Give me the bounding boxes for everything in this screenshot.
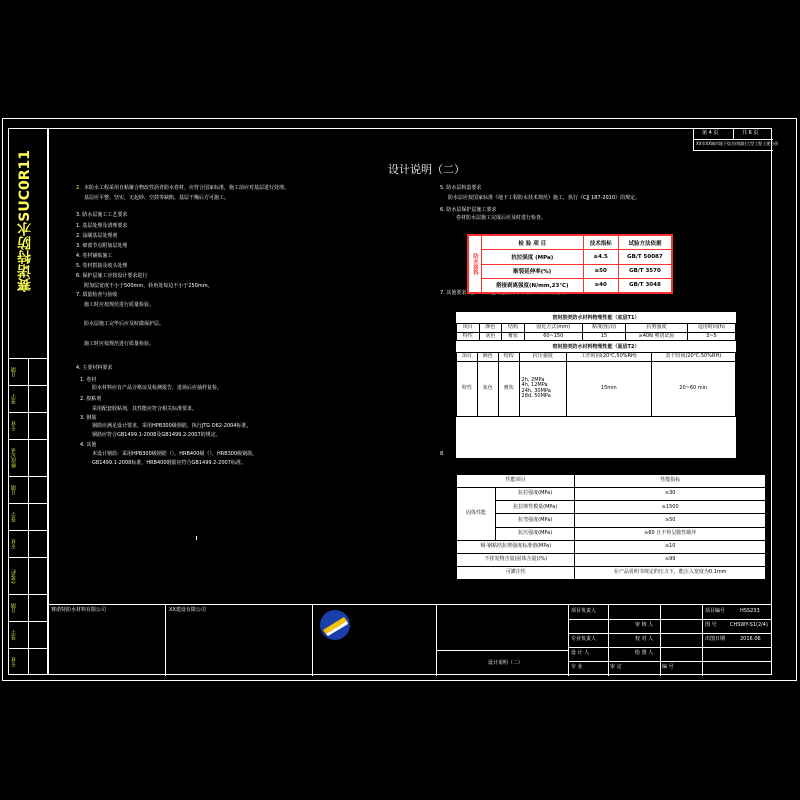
red-r3c2: ≥40	[583, 278, 618, 292]
perf-x-val: ≥99	[575, 553, 766, 566]
red-r2c2: ≥50	[583, 264, 618, 278]
sub-2: 2. 胶粘剂	[80, 396, 102, 402]
strip-cell: 专业	[8, 648, 48, 675]
note-c-2: 施工时应按规范进行质量检验。	[84, 341, 155, 347]
t1-h: 抗剪强度	[626, 324, 687, 333]
t2-c: 特性	[457, 361, 478, 416]
tb-label: 编 号	[662, 664, 674, 670]
sub-2-text: 采用配套胶粘剂，其性能应符合相关标准要求。	[92, 406, 198, 412]
note-c: 防水层施工完毕后应及时做保护层。	[84, 321, 165, 327]
strip-cell: 会签栏	[8, 557, 48, 594]
para-2-text: 本防水工程采用自粘聚合物改性沥青防水卷材，应符合国家标准，施工前应对基层进行处理。	[84, 185, 290, 191]
t2-c: 20~60 min	[651, 361, 735, 416]
tb-label: 设 计 人	[571, 650, 590, 656]
tb-label: 专业负责人	[571, 636, 597, 642]
perf-r-label: 抗拉强度(MPa)	[496, 488, 575, 501]
item-2: 2. 涂刷基层处理剂	[76, 233, 118, 239]
date-value: 2016.06	[740, 636, 761, 642]
s6-text: 卷材防水层施工完成后应及时进行检查。	[456, 215, 547, 221]
red-h3: 试验方法依据	[618, 236, 671, 250]
red-r2c1: 断裂延伸率(%)	[482, 264, 584, 278]
org-2: XX建设有限公司	[169, 607, 206, 613]
note-a: 附加层宽度不小于500mm，转角处每边不小于250mm。	[84, 283, 213, 289]
item-1: 1. 基层处理及清理要求	[76, 223, 128, 229]
perf-r-val: ≥30	[575, 488, 766, 501]
t1-c: ≥40N 剪切试验	[626, 332, 687, 341]
perf-r-val: ≥60 且不得呈脆性破坏	[575, 527, 766, 540]
t2-strength: 28d, 50MPa	[521, 393, 551, 399]
item-4: 4. 卷材铺贴施工	[76, 253, 113, 259]
sheet-label: 第 4 页	[702, 130, 719, 136]
t2-c: 15min	[567, 361, 651, 416]
red-h1: 检 验 项 目	[482, 236, 584, 250]
drawing-name: 设计说明（二）	[488, 660, 524, 666]
strip-cell: 修改记录	[8, 439, 48, 476]
tb-label: 审 核 人	[635, 622, 654, 628]
perf-r-val: ≥1500	[575, 501, 766, 514]
drawing-no-value: CHSWY-S1(2/4)	[730, 622, 768, 628]
t2-h: 颜色	[477, 353, 498, 362]
project-name-top: XX市XX城市地下综合(线路)大型工程土建分项	[696, 141, 779, 146]
red-r2c3: GB/T 3570	[618, 264, 671, 278]
strip-cell: 专业	[8, 412, 48, 439]
sheet-total: 共 6 页	[742, 130, 759, 136]
red-r3c3: GB/T 3048	[618, 278, 671, 292]
sheet-number-box	[693, 128, 779, 151]
t1-table	[456, 323, 736, 341]
t2-h: 工作时间(20℃,50%RH)	[567, 353, 651, 362]
note-b: 施工时应按规范进行质量检验。	[84, 302, 155, 308]
t1-h: 粘度(厘泊)	[582, 324, 625, 333]
t2-c: 膏状	[498, 361, 519, 416]
red-r1c2: ≥4.5	[583, 250, 618, 264]
t2-strength-cell	[519, 361, 567, 416]
sub-3: 3. 钢筋	[80, 415, 97, 421]
t2-h: 结构	[498, 353, 519, 362]
t1-c: 15	[582, 332, 625, 341]
strip-cell: 签字	[8, 621, 48, 648]
drawing-no-label: 图 号	[705, 622, 717, 628]
perf-group: 固体性能	[457, 488, 496, 541]
sub-1-text: 防水材料应有产品合格证及检测报告，进场后应抽样复检。	[92, 385, 223, 391]
sub-1: 1. 卷材	[80, 377, 97, 383]
perf-r-label: 抗弯强度(MPa)	[496, 514, 575, 527]
t2-title: 密封胶类防水材料物理性能（面层T2）	[552, 344, 640, 350]
t1-h: 适用时间(h)	[687, 324, 735, 333]
t2-strength: 4h, 12MPa	[521, 382, 548, 388]
t1-h: 固化方式(mm)	[524, 324, 582, 333]
para-2-num: 2.	[76, 185, 81, 191]
strip-cell: 日期	[8, 476, 48, 503]
strip-cell: 日期	[8, 594, 48, 621]
center-mark	[196, 536, 197, 540]
strip-cell: 签字	[8, 503, 48, 530]
perf-x-val: 在产品说明书规定的压力下，能注入宽度为0.1mm	[575, 566, 766, 579]
project-no-label: 项目编号	[705, 608, 726, 614]
t2-strength: 2h, 2MPa	[521, 376, 545, 383]
tb-label: 项目负责人	[571, 608, 597, 614]
item-5: 5. 卷材搭接及收头处理	[76, 263, 128, 269]
t2-h: 项目	[457, 353, 478, 362]
red-r1c1: 抗拉强度 (MPa)	[482, 250, 584, 264]
t1-c: 3~5	[687, 332, 735, 341]
red-r3c1: 搭接剥离强度(N/mm,23℃)	[482, 278, 584, 292]
perf-x-label: 可灌注性	[457, 566, 575, 579]
date-label: 出图日期	[705, 636, 726, 642]
t2-h: 表干时间(20℃,50%RH)	[651, 353, 735, 362]
t1-title: 密封胶类防水材料物理性能（底层T1）	[552, 315, 640, 321]
s7-title: 7. 其他要求	[440, 290, 467, 296]
item-3: 3. 细部节点附加层处理	[76, 243, 128, 249]
t1-h: 颜色	[479, 324, 502, 333]
perf-r-label: 抗压强度(MPa)	[496, 527, 575, 540]
t1-h: 结构	[502, 324, 525, 333]
page-title: 设计说明（二）	[388, 163, 465, 176]
t1-c: 特性	[457, 332, 480, 341]
coating-spec-table	[467, 234, 673, 294]
perf-x-label: 不挥发物含量(固体含量)(%)	[457, 553, 575, 566]
tb-label: 审 定	[610, 664, 622, 670]
section-4-title: 4. 主要材料要求	[76, 365, 113, 371]
perf-h2: 性能指标	[575, 475, 766, 488]
strip-cell: 签字	[8, 385, 48, 412]
item-6: 6. 保护层施工应按设计要求进行	[76, 273, 148, 279]
section-3-title: 3. 防水层施工工艺要求	[76, 212, 128, 218]
s8-title: 8.	[440, 451, 445, 457]
t2-h: 抗压强度	[519, 353, 567, 362]
perf-h1: 性能项目	[457, 475, 575, 488]
tb-label: 校 对 人	[635, 636, 654, 642]
sub-4: 4. 其他	[80, 442, 97, 448]
perf-r-label: 抗拉弹性模量(MPa)	[496, 501, 575, 514]
item-7: 7. 质量检查与验收	[76, 292, 118, 298]
center-mark	[528, 536, 529, 540]
red-h2: 技术指标	[583, 236, 618, 250]
t2-strength: 24h, 30MPa	[521, 387, 551, 394]
coating-side-label: 防水涂料	[469, 236, 482, 293]
org-1: 赛诺特防水材料有限公司	[51, 607, 107, 613]
para-2-text-b: 基层应平整、坚实，无起砂、空鼓等缺陷，基层干燥后方可施工。	[84, 195, 230, 201]
sealant-tables	[456, 312, 736, 458]
tb-label: 绘 图 人	[635, 650, 654, 656]
sub-3-text-b: 钢筋应符合GB1499.1-2008及GB1499.2-2007的规定。	[92, 432, 221, 438]
strip-cell: 专业	[8, 530, 48, 557]
sub-4-text: 本设计钢筋：采用HPB300级钢筋（），HRB400级（），HRB300级钢筋。	[92, 451, 258, 457]
t2-c: 灰色	[477, 361, 498, 416]
t1-c: 60~150	[524, 332, 582, 341]
red-r1c3: GB/T 50087	[618, 250, 671, 264]
s5-title: 5. 防水层构造要求	[440, 185, 482, 191]
company-logo-icon	[318, 608, 352, 642]
performance-table	[456, 474, 766, 580]
s5-text: 防水层应按国家标准《地下工程防水技术规范》施工，执行《CJJ 187-2010》的规定。	[448, 195, 641, 201]
sub-3-text: 钢筋应满足设计要求，采用HPB300级钢筋，执行JTG D62-2004标准。	[92, 423, 252, 429]
title-block	[48, 604, 772, 676]
tb-label: 专 业	[571, 664, 583, 670]
t1-c: 灰色	[479, 332, 502, 341]
sub-4-text-b: GB1499.1-2008标准，HRB400钢筋应符合GB1499.2-2007标准。	[92, 460, 246, 466]
strip-cell: 日期	[8, 358, 48, 385]
perf-x-label: 钢-钢粘结抗剪强度标准值(MPa)	[457, 540, 575, 553]
perf-r-val: ≥50	[575, 514, 766, 527]
vertical-side-title: 赛诺特防水SUC0R11	[17, 150, 33, 292]
t1-h: 项目	[457, 324, 480, 333]
t1-c: 膏状	[502, 332, 525, 341]
revision-strip	[8, 358, 48, 675]
s6-title: 6. 防水层保护层施工要求	[440, 207, 497, 213]
t2-table	[456, 352, 736, 417]
project-no-value: HSS233	[740, 608, 760, 614]
perf-x-val: ≥10	[575, 540, 766, 553]
